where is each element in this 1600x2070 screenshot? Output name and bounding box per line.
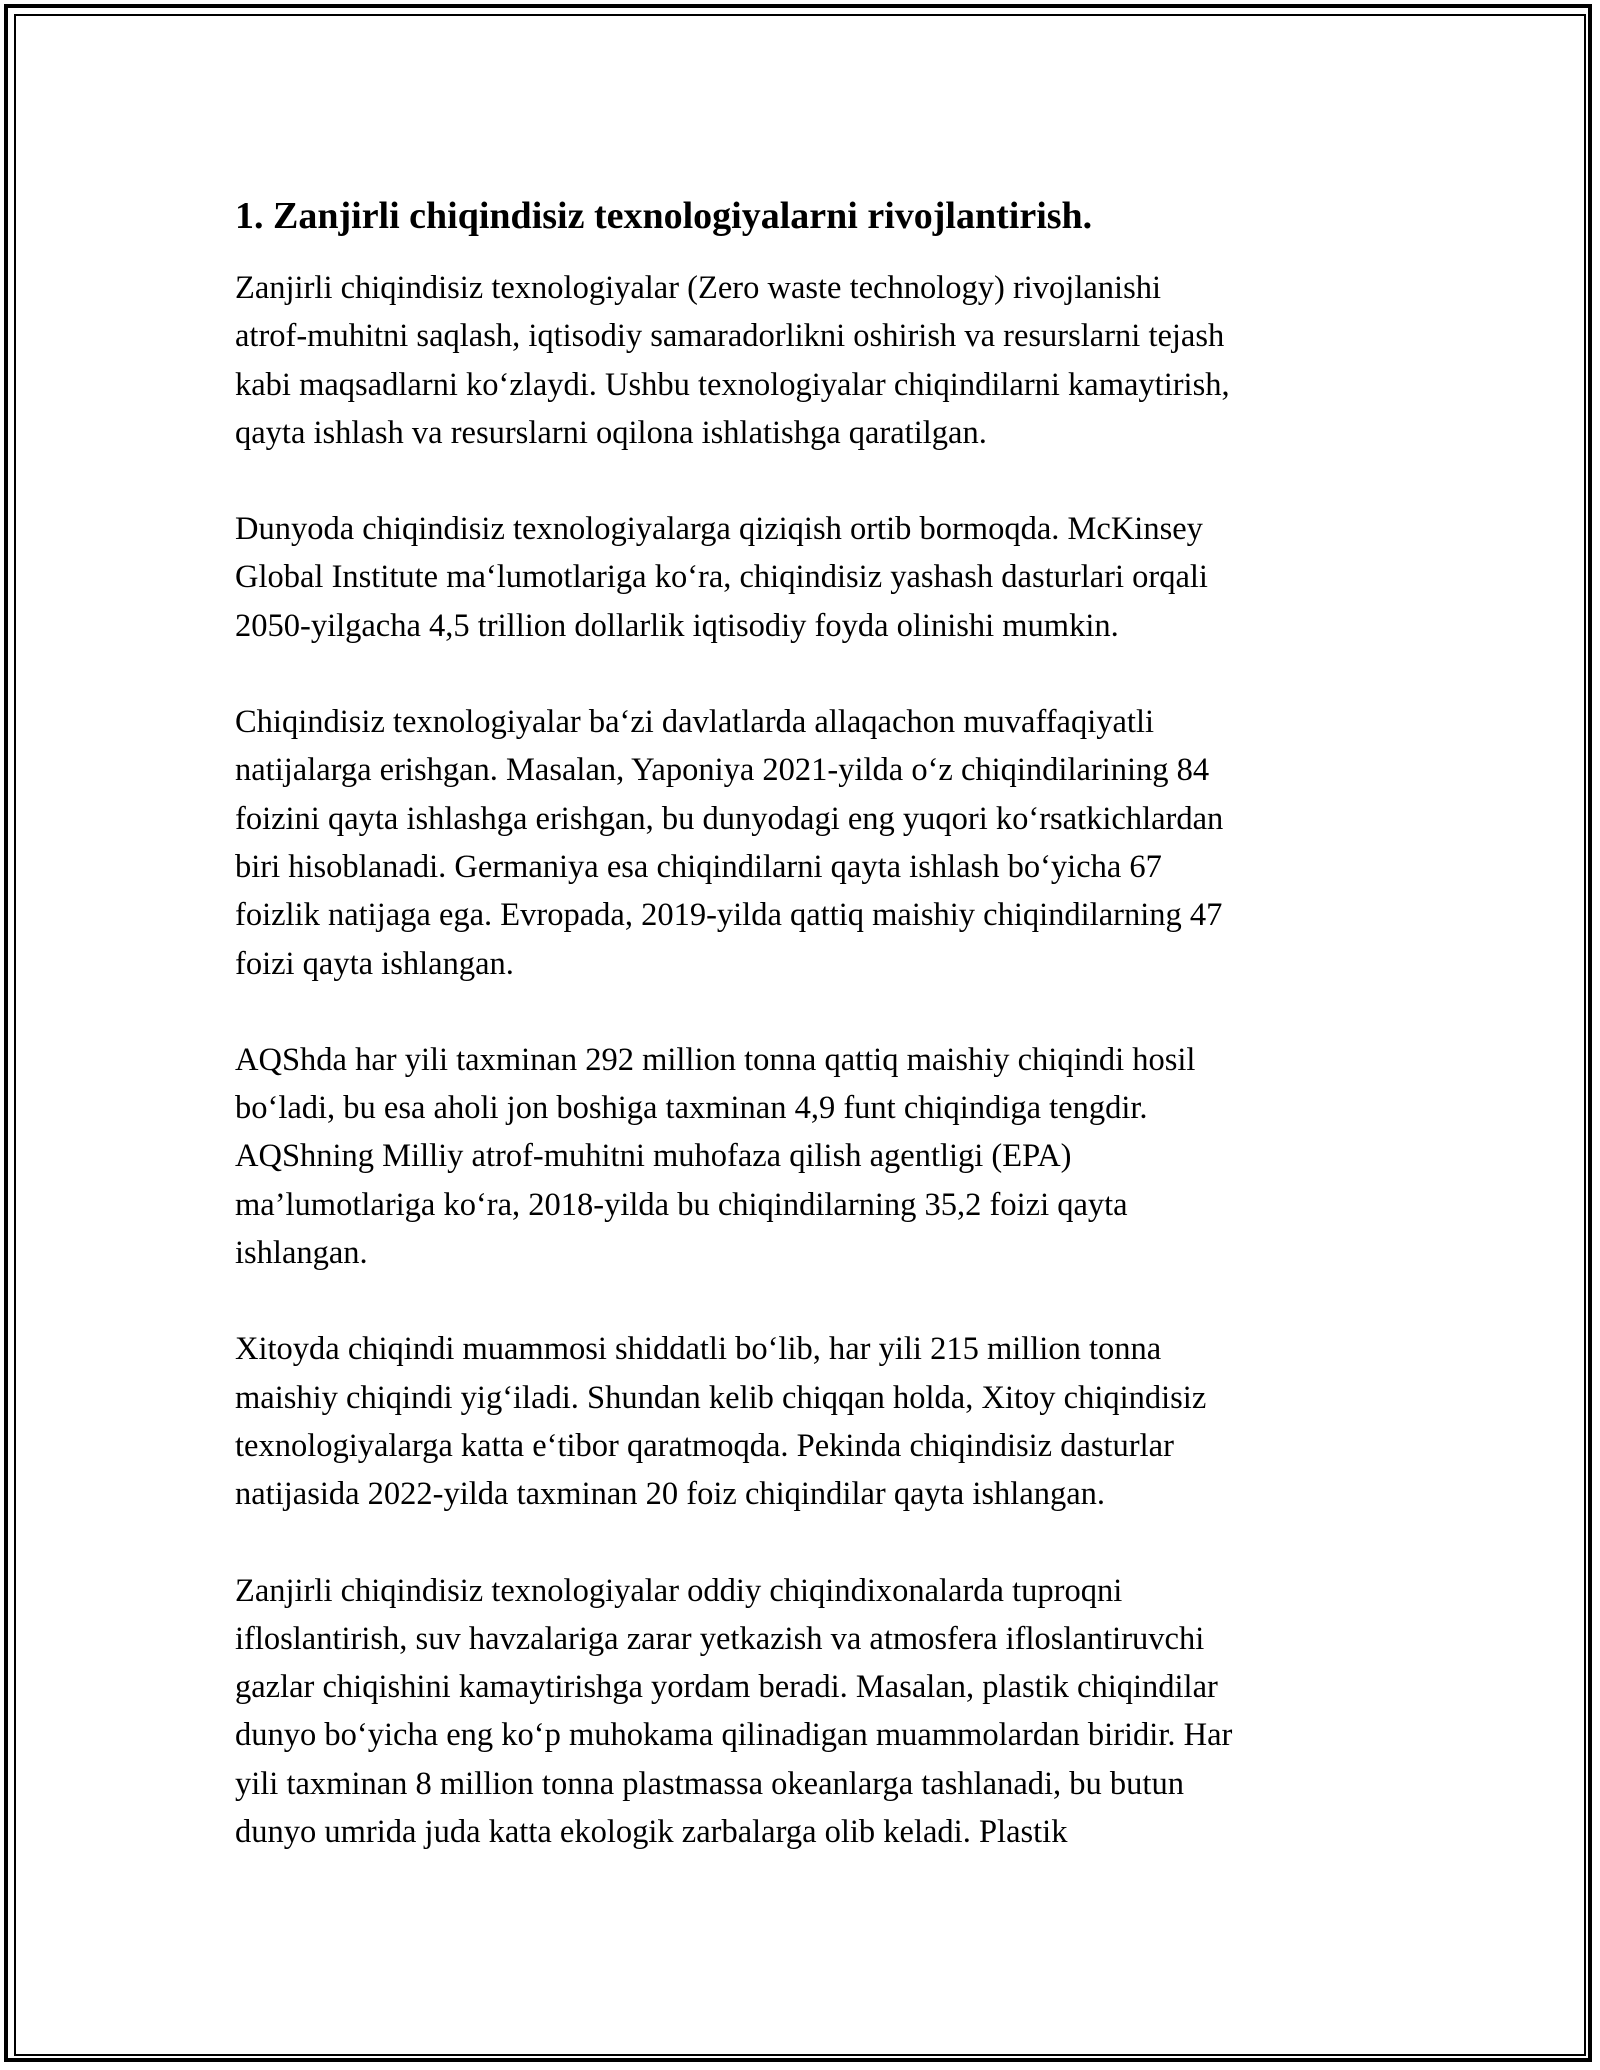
paragraph-4 (235, 1036, 1385, 1277)
text-line: atrof-muhitni saqlash, iqtisodiy samaradorlikni oshirish va resurslarni tejash (235, 318, 1225, 355)
paragraph-3 (235, 698, 1385, 988)
text-line: ishlangan. (235, 1235, 368, 1272)
paragraph-2 (235, 505, 1385, 650)
text-line: biri hisoblanadi. Germaniya esa chiqindilarni qayta ishlash bo‘yicha 67 (235, 848, 1162, 885)
text-line: AQShda har yili taxminan 292 million tonna qattiq maishiy chiqindi hosil (235, 1041, 1196, 1078)
text-line: ma’lumotlariga ko‘ra, 2018-yilda bu chiqindilarning 35,2 foizi qayta (235, 1186, 1128, 1223)
text-line: gazlar chiqishini kamaytirishga yordam beradi. Masalan, plastik chiqindilar (235, 1669, 1218, 1706)
text-line: dunyo bo‘yicha eng ko‘p muhokama qilinadigan muammolardan biridir. Har (235, 1717, 1233, 1754)
text-line: foizlik natijaga ega. Evropada, 2019-yilda qattiq maishiy chiqindilarning 47 (235, 897, 1223, 934)
paragraph-1 (235, 264, 1385, 457)
text-line: natijasida 2022-yilda taxminan 20 foiz chiqindilar qayta ishlangan. (235, 1476, 1106, 1513)
text-line: Zanjirli chiqindisiz texnologiyalar oddiy chiqindixonalarda tuproqni (235, 1572, 1123, 1609)
text-line: bo‘ladi, bu esa aholi jon boshiga taxminan 4,9 funt chiqindiga tengdir. (235, 1090, 1148, 1127)
text-line: Xitoyda chiqindi muammosi shiddatli bo‘lib, har yili 215 million tonna (235, 1331, 1162, 1368)
document-body (235, 190, 1385, 1904)
text-line: natijalarga erishgan. Masalan, Yaponiya 2021-yilda o‘z chiqindilarining 84 (235, 752, 1210, 789)
paragraph-6 (235, 1567, 1385, 1857)
text-line: Dunyoda chiqindisiz texnologiyalarga qiziqish ortib bormoqda. McKinsey (235, 511, 1203, 548)
text-line: Global Institute ma‘lumotlariga ko‘ra, chiqindisiz yashash dasturlari orqali (235, 559, 1208, 596)
text-line: 2050-yilgacha 4,5 trillion dollarlik iqtisodiy foyda olinishi mumkin. (235, 607, 1119, 644)
text-line: foizi qayta ishlangan. (235, 945, 514, 982)
text-line: yili taxminan 8 million tonna plastmassa okeanlarga tashlanadi, bu butun (235, 1765, 1184, 1802)
text-line: Chiqindisiz texnologiyalar ba‘zi davlatlarda allaqachon muvaffaqiyatli (235, 704, 1155, 741)
text-line: AQShning Milliy atrof-muhitni muhofaza qilish agentligi (EPA) (235, 1138, 1072, 1175)
text-line: kabi maqsadlarni ko‘zlaydi. Ushbu texnologiyalar chiqindilarni kamaytirish, (235, 366, 1230, 403)
paragraph-5 (235, 1325, 1385, 1518)
text-line: dunyo umrida juda katta ekologik zarbalarga olib keladi. Plastik (235, 1814, 1068, 1851)
section-heading: 1. Zanjirli chiqindisiz texnologiyalarni rivojlantirish. (235, 195, 1093, 237)
text-line: foizini qayta ishlashga erishgan, bu dunyodagi eng yuqori ko‘rsatkichlardan (235, 800, 1224, 837)
text-line: ifloslantirish, suv havzalariga zarar yetkazish va atmosfera ifloslantiruvchi (235, 1620, 1205, 1657)
text-line: Zanjirli chiqindisiz texnologiyalar (Zero waste technology) rivojlanishi (235, 270, 1161, 306)
text-line: maishiy chiqindi yig‘iladi. Shundan kelib chiqqan holda, Xitoy chiqindisiz (235, 1379, 1207, 1416)
text-line: qayta ishlash va resurslarni oqilona ishlatishga qaratilgan. (235, 414, 987, 451)
text-line: texnologiyalarga katta e‘tibor qaratmoqda. Pekinda chiqindisiz dasturlar (235, 1427, 1174, 1464)
